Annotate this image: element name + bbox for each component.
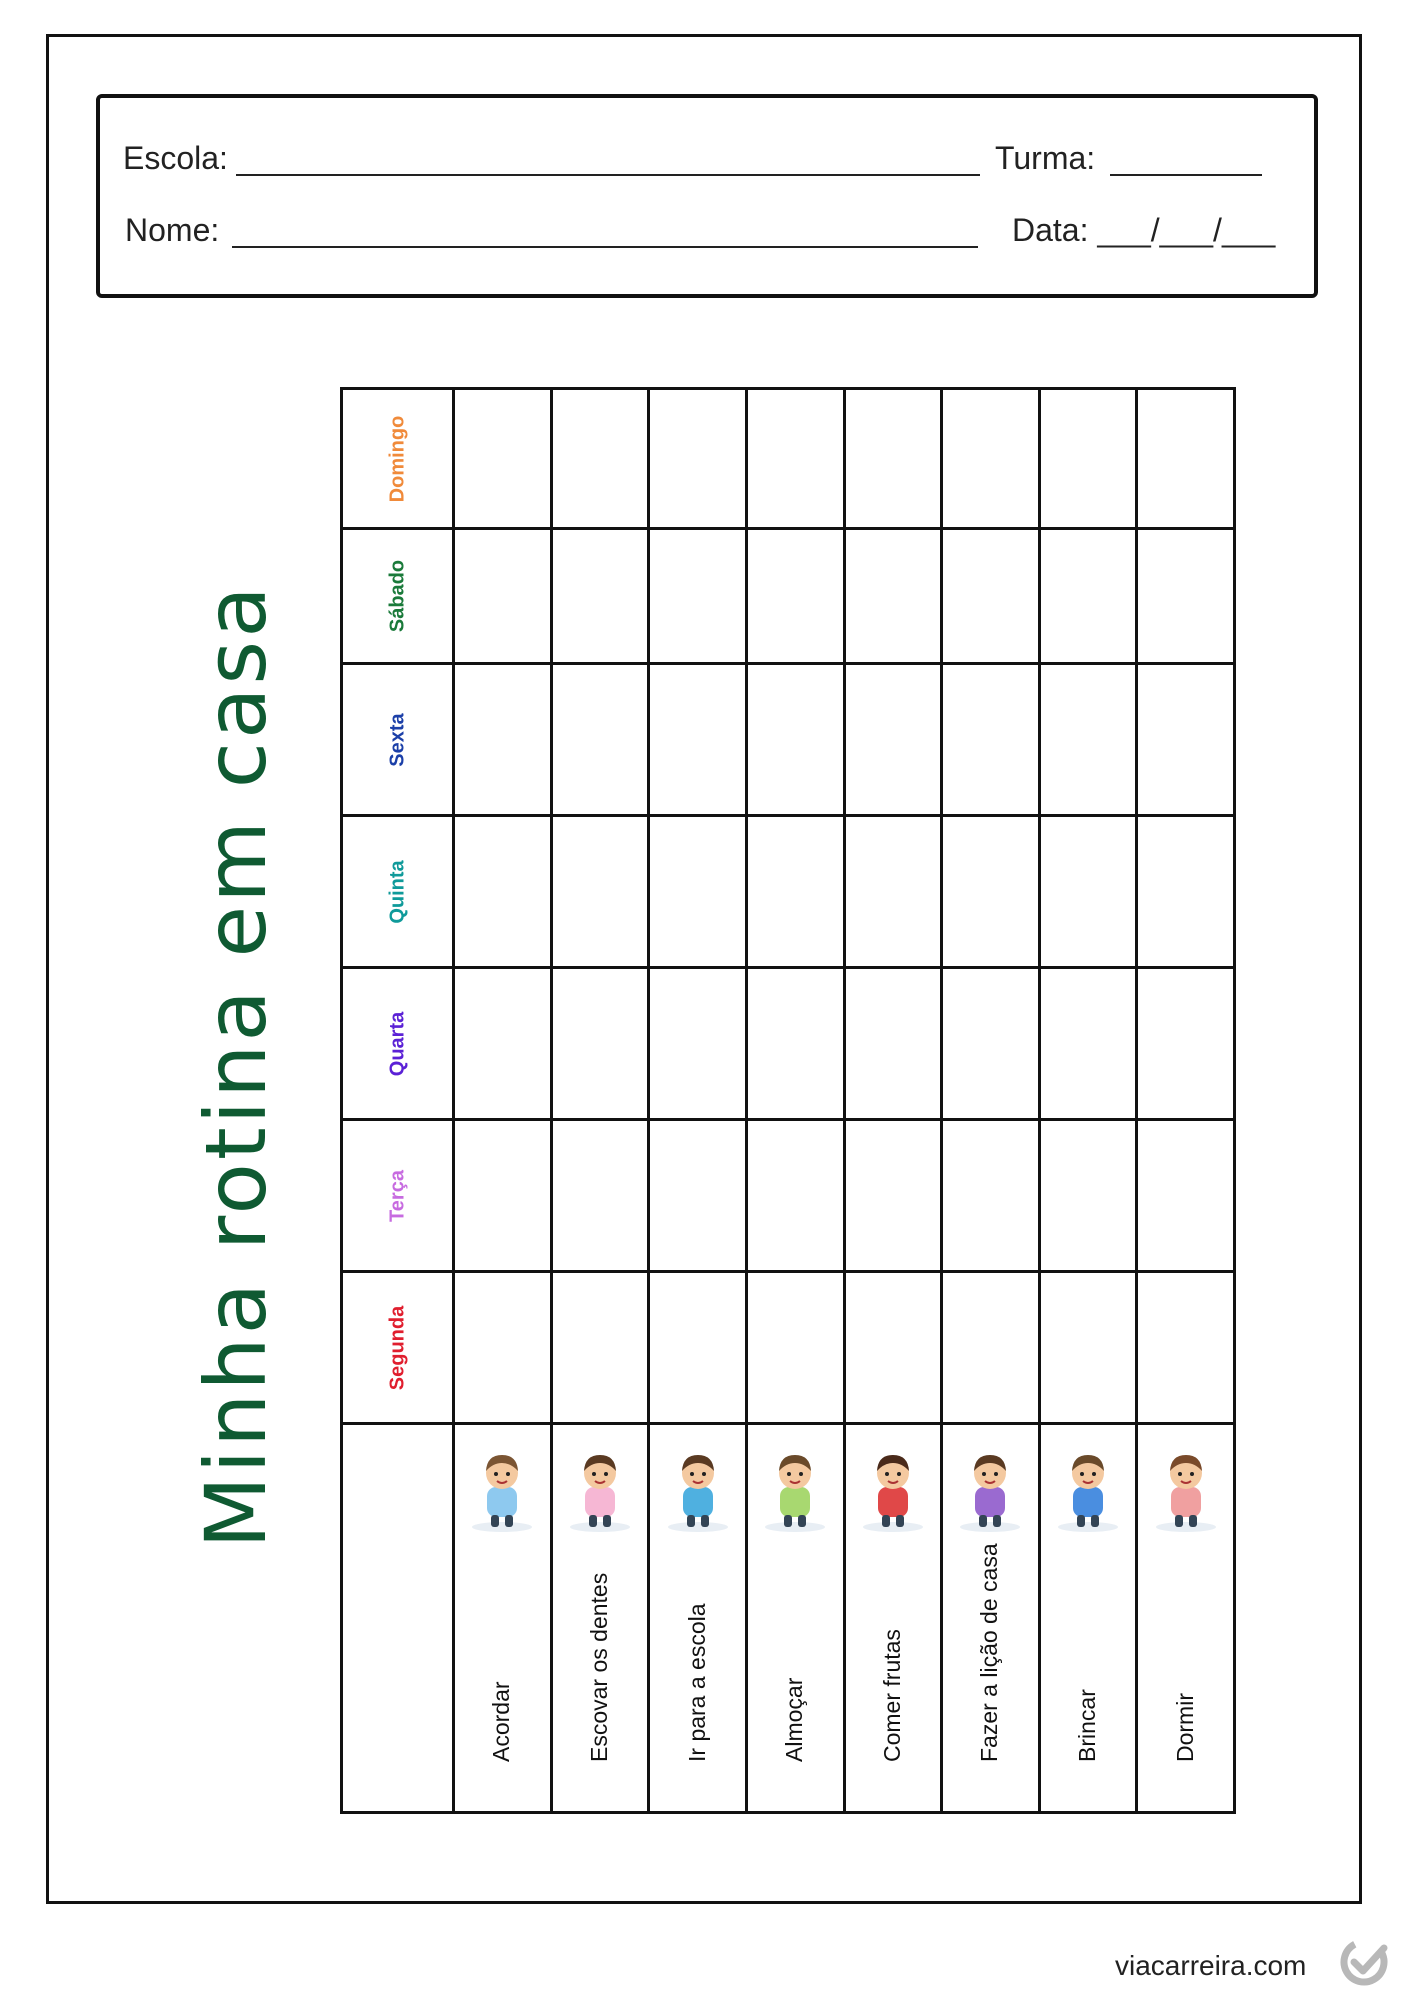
child-waking-up-icon bbox=[463, 1445, 541, 1535]
footer-site: viacarreira.com bbox=[1115, 1950, 1307, 1981]
check-cell[interactable] bbox=[649, 968, 747, 1120]
child-doing-homework-icon bbox=[951, 1445, 1029, 1535]
check-cell[interactable] bbox=[942, 1120, 1040, 1272]
day-header-cell bbox=[342, 968, 454, 1120]
school-label: Escola: bbox=[123, 140, 228, 176]
day-row bbox=[342, 1272, 1235, 1424]
date-label: Data: ___/___/___ bbox=[1012, 212, 1276, 248]
check-cell[interactable] bbox=[649, 529, 747, 664]
day-row bbox=[342, 968, 1235, 1120]
kids-going-to-school-icon bbox=[659, 1445, 737, 1535]
check-cell[interactable] bbox=[649, 664, 747, 816]
activity-row bbox=[342, 1424, 1235, 1813]
day-label-2: Quarta bbox=[386, 1011, 408, 1076]
check-cell[interactable] bbox=[551, 1120, 649, 1272]
check-cell[interactable] bbox=[454, 664, 552, 816]
girl-brushing-teeth-icon bbox=[561, 1445, 639, 1535]
check-cell[interactable] bbox=[844, 1272, 942, 1424]
check-cell[interactable] bbox=[844, 968, 942, 1120]
school-field[interactable] bbox=[236, 174, 980, 176]
name-field[interactable] bbox=[232, 246, 978, 248]
day-label-1: Terça bbox=[386, 1169, 408, 1222]
activity-cell bbox=[942, 1424, 1040, 1813]
activity-label: Brincar bbox=[1074, 1689, 1101, 1762]
check-cell[interactable] bbox=[942, 816, 1040, 968]
check-cell[interactable] bbox=[454, 1120, 552, 1272]
check-cell[interactable] bbox=[551, 1272, 649, 1424]
day-header-cell bbox=[342, 816, 454, 968]
day-header-cell bbox=[342, 1272, 454, 1424]
check-cell[interactable] bbox=[844, 816, 942, 968]
check-cell[interactable] bbox=[746, 1272, 844, 1424]
check-cell[interactable] bbox=[942, 968, 1040, 1120]
class-field[interactable] bbox=[1110, 174, 1262, 176]
class-label: Turma: bbox=[995, 140, 1096, 176]
day-label-5: Sábado bbox=[386, 559, 408, 633]
page-title: Minha rotina em casa bbox=[187, 583, 285, 1549]
check-cell[interactable] bbox=[844, 664, 942, 816]
check-cell[interactable] bbox=[1137, 664, 1235, 816]
check-cell[interactable] bbox=[1137, 1272, 1235, 1424]
activity-label: Dormir bbox=[1171, 1693, 1198, 1762]
activity-label: Escovar os dentes bbox=[585, 1572, 612, 1762]
check-cell[interactable] bbox=[1039, 529, 1137, 664]
day-row bbox=[342, 664, 1235, 816]
check-cell[interactable] bbox=[551, 968, 649, 1120]
boy-eating-lunch-icon bbox=[756, 1445, 834, 1535]
check-cell[interactable] bbox=[1137, 816, 1235, 968]
check-cell[interactable] bbox=[942, 529, 1040, 664]
check-cell[interactable] bbox=[746, 389, 844, 529]
check-cell[interactable] bbox=[1039, 968, 1137, 1120]
check-cell[interactable] bbox=[551, 529, 649, 664]
day-header-cell bbox=[342, 664, 454, 816]
check-cell[interactable] bbox=[551, 816, 649, 968]
check-cell[interactable] bbox=[551, 664, 649, 816]
corner-cell bbox=[342, 1424, 454, 1813]
check-cell[interactable] bbox=[1137, 389, 1235, 529]
check-cell[interactable] bbox=[454, 529, 552, 664]
check-cell[interactable] bbox=[649, 1272, 747, 1424]
check-cell[interactable] bbox=[551, 389, 649, 529]
check-cell[interactable] bbox=[454, 968, 552, 1120]
viacarreira-check-logo-icon bbox=[1340, 1936, 1392, 1988]
check-cell[interactable] bbox=[1137, 968, 1235, 1120]
day-label-6: Domingo bbox=[386, 415, 408, 502]
student-info-box bbox=[96, 94, 1318, 298]
activity-label: Comer frutas bbox=[878, 1629, 905, 1762]
boy-playing-icon bbox=[1049, 1445, 1127, 1535]
girl-eating-fruit-icon bbox=[854, 1445, 932, 1535]
check-cell[interactable] bbox=[1039, 816, 1137, 968]
day-label-0: Segunda bbox=[386, 1305, 408, 1390]
activity-cell bbox=[649, 1424, 747, 1813]
check-cell[interactable] bbox=[746, 816, 844, 968]
check-cell[interactable] bbox=[454, 1272, 552, 1424]
activity-cell bbox=[551, 1424, 649, 1813]
check-cell[interactable] bbox=[1137, 1120, 1235, 1272]
day-header-cell bbox=[342, 389, 454, 529]
check-cell[interactable] bbox=[1039, 389, 1137, 529]
activity-cell bbox=[1137, 1424, 1235, 1813]
check-cell[interactable] bbox=[454, 816, 552, 968]
day-row bbox=[342, 529, 1235, 664]
day-label-4: Sexta bbox=[386, 712, 408, 767]
day-header-cell bbox=[342, 1120, 454, 1272]
check-cell[interactable] bbox=[746, 664, 844, 816]
check-cell[interactable] bbox=[942, 389, 1040, 529]
check-cell[interactable] bbox=[746, 1120, 844, 1272]
check-cell[interactable] bbox=[649, 816, 747, 968]
check-cell[interactable] bbox=[844, 389, 942, 529]
activity-label: Ir para a escola bbox=[683, 1603, 710, 1762]
routine-table bbox=[340, 387, 1236, 1814]
day-row bbox=[342, 816, 1235, 968]
check-cell[interactable] bbox=[1039, 1272, 1137, 1424]
activity-label: Almoçar bbox=[781, 1677, 808, 1762]
activity-cell bbox=[746, 1424, 844, 1813]
day-row bbox=[342, 389, 1235, 529]
check-cell[interactable] bbox=[746, 529, 844, 664]
check-cell[interactable] bbox=[1137, 529, 1235, 664]
name-label: Nome: bbox=[125, 212, 220, 248]
check-cell[interactable] bbox=[844, 1120, 942, 1272]
check-cell[interactable] bbox=[649, 1120, 747, 1272]
activity-label: Acordar bbox=[488, 1681, 515, 1762]
day-row bbox=[342, 1120, 1235, 1272]
day-label-3: Quinta bbox=[386, 859, 408, 924]
check-cell[interactable] bbox=[942, 664, 1040, 816]
check-cell[interactable] bbox=[844, 529, 942, 664]
activity-cell bbox=[844, 1424, 942, 1813]
child-sleeping-icon bbox=[1147, 1445, 1225, 1535]
check-cell[interactable] bbox=[1039, 1120, 1137, 1272]
check-cell[interactable] bbox=[942, 1272, 1040, 1424]
check-cell[interactable] bbox=[454, 389, 552, 529]
day-header-cell bbox=[342, 529, 454, 664]
activity-label: Fazer a lição de casa bbox=[976, 1543, 1003, 1762]
check-cell[interactable] bbox=[1039, 664, 1137, 816]
check-cell[interactable] bbox=[746, 968, 844, 1120]
activity-cell bbox=[454, 1424, 552, 1813]
check-cell[interactable] bbox=[649, 389, 747, 529]
activity-cell bbox=[1039, 1424, 1137, 1813]
